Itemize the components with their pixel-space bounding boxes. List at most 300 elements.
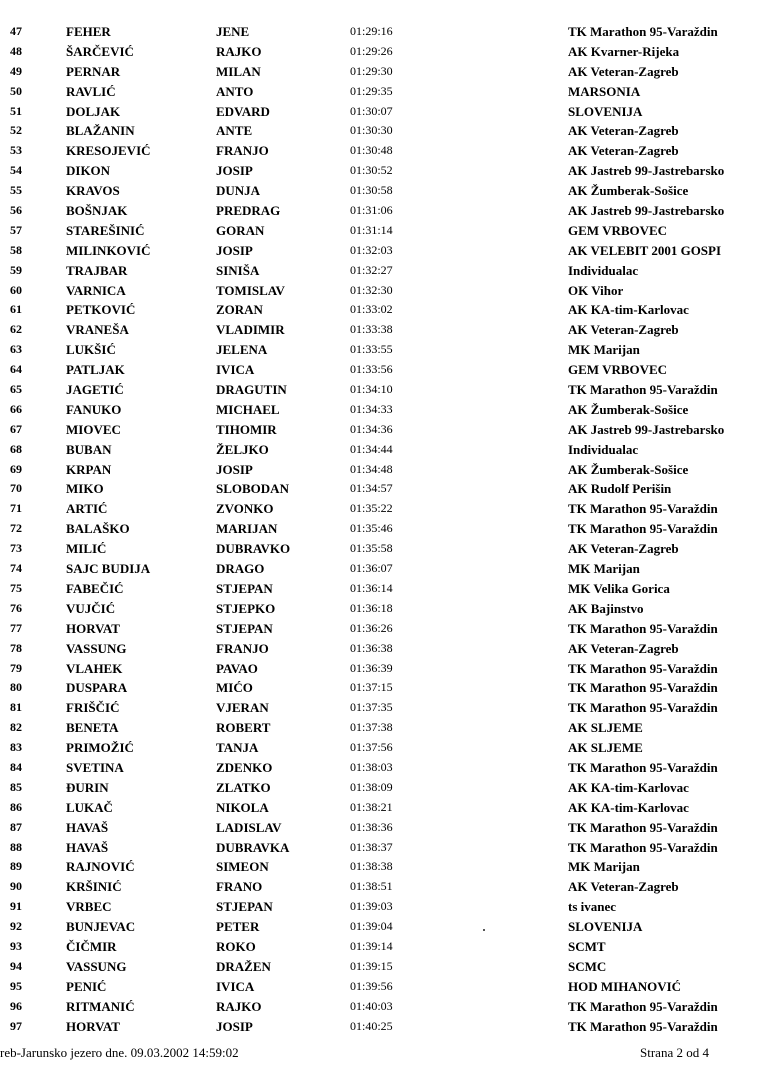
rank-cell: 87 (10, 819, 22, 834)
first-name-cell: MICHAEL (216, 401, 280, 417)
time-cell: 01:32:30 (350, 282, 393, 297)
time-cell: 01:38:03 (350, 759, 393, 774)
table-row (0, 977, 764, 997)
rank-cell: 72 (10, 521, 22, 536)
first-name-cell: DUBRAVKA (216, 839, 290, 855)
table-row (0, 539, 764, 559)
rank-cell: 73 (10, 541, 22, 556)
last-name-cell: MILINKOVIĆ (66, 242, 151, 258)
first-name-cell: STJEPAN (216, 620, 273, 636)
table-row (0, 102, 764, 122)
first-name-cell: RAJKO (216, 998, 262, 1014)
table-row (0, 857, 764, 877)
club-cell: MK Marijan (568, 859, 640, 875)
club-cell: AK Žumberak-Sošice (568, 183, 689, 199)
club-cell: TK Marathon 95-Varaždin (568, 998, 718, 1014)
time-cell: 01:37:38 (350, 720, 393, 735)
club-cell: AK Jastreb 99-Jastrebarsko (568, 163, 725, 179)
last-name-cell: STAREŠINIĆ (66, 222, 145, 238)
rank-cell: 66 (10, 401, 22, 416)
time-cell: 01:36:38 (350, 640, 393, 655)
time-cell: 01:35:22 (350, 501, 393, 516)
time-cell: 01:39:14 (350, 938, 393, 953)
time-cell: 01:38:51 (350, 879, 393, 894)
rank-cell: 55 (10, 183, 22, 198)
table-row (0, 261, 764, 281)
first-name-cell: VLADIMIR (216, 322, 285, 338)
time-cell: 01:40:25 (350, 1018, 393, 1033)
last-name-cell: BENETA (66, 720, 119, 736)
table-row (0, 758, 764, 778)
last-name-cell: PETKOVIĆ (66, 302, 136, 318)
rank-cell: 82 (10, 720, 22, 735)
club-cell: TK Marathon 95-Varaždin (568, 620, 718, 636)
rank-cell: 86 (10, 799, 22, 814)
club-cell: AK Žumberak-Sošice (568, 461, 689, 477)
club-cell: AK Veteran-Zagreb (568, 63, 679, 79)
club-cell: TK Marathon 95-Varaždin (568, 1018, 718, 1034)
table-row (0, 420, 764, 440)
club-cell: AK SLJEME (568, 720, 643, 736)
first-name-cell: DRAŽEN (216, 958, 271, 974)
rank-cell: 76 (10, 600, 22, 615)
last-name-cell: VRBEC (66, 899, 112, 915)
first-name-cell: ROBERT (216, 720, 271, 736)
footer-location-date: reb-Jarunsko jezero dne. 09.03.2002 14:59:02 (0, 1045, 239, 1060)
rank-cell: 56 (10, 203, 22, 218)
table-row (0, 818, 764, 838)
last-name-cell: RAVLIĆ (66, 83, 116, 99)
time-cell: 01:29:16 (350, 24, 393, 38)
table-row (0, 619, 764, 639)
table-row (0, 340, 764, 360)
last-name-cell: DOLJAK (66, 103, 121, 119)
club-cell: TK Marathon 95-Varaždin (568, 382, 718, 398)
time-cell: 01:31:06 (350, 203, 393, 218)
table-row (0, 42, 764, 62)
last-name-cell: FEHER (66, 24, 111, 39)
table-row (0, 360, 764, 380)
club-cell: AK KA-tim-Karlovac (568, 779, 689, 795)
rank-cell: 89 (10, 859, 22, 874)
rank-cell: 78 (10, 640, 22, 655)
last-name-cell: PERNAR (66, 63, 121, 79)
club-cell: TK Marathon 95-Varaždin (568, 521, 718, 537)
table-row (0, 599, 764, 619)
last-name-cell: JAGETIĆ (66, 382, 124, 398)
time-cell: 01:38:09 (350, 779, 393, 794)
results-table (0, 22, 764, 1036)
last-name-cell: ŠARČEVIĆ (66, 43, 134, 59)
rank-cell: 65 (10, 382, 22, 397)
last-name-cell: ARTIĆ (66, 501, 108, 517)
table-row (0, 479, 764, 499)
club-cell: ts ivanec (568, 899, 617, 915)
last-name-cell: HORVAT (66, 1018, 120, 1034)
last-name-cell: ČIČMIR (66, 938, 117, 954)
table-row (0, 62, 764, 82)
table-row (0, 738, 764, 758)
club-cell: AK Žumberak-Sošice (568, 401, 689, 417)
rank-cell: 84 (10, 759, 22, 774)
first-name-cell: PREDRAG (216, 203, 281, 219)
last-name-cell: ĐURIN (66, 779, 109, 795)
time-cell: 01:32:27 (350, 262, 393, 277)
table-row (0, 380, 764, 400)
last-name-cell: FANUKO (66, 401, 122, 417)
table-row (0, 838, 764, 858)
time-cell: 01:33:02 (350, 302, 393, 317)
first-name-cell: TIHOMIR (216, 421, 277, 437)
rank-cell: 74 (10, 561, 22, 576)
table-row (0, 778, 764, 798)
first-name-cell: JOSIP (216, 461, 253, 477)
table-row (0, 82, 764, 102)
time-cell: 01:39:56 (350, 978, 393, 993)
time-cell: 01:36:18 (350, 600, 393, 615)
club-cell: Individualac (568, 441, 639, 457)
club-cell: Individualac (568, 262, 639, 278)
time-cell: 01:34:44 (350, 441, 393, 456)
rank-cell: 47 (10, 24, 22, 38)
last-name-cell: KRPAN (66, 461, 112, 477)
table-row (0, 1017, 764, 1037)
rank-cell: 49 (10, 63, 22, 78)
last-name-cell: TRAJBAR (66, 262, 128, 278)
first-name-cell: MARIJAN (216, 521, 278, 537)
table-row (0, 798, 764, 818)
rank-cell: 92 (10, 919, 22, 934)
first-name-cell: FRANJO (216, 143, 269, 159)
last-name-cell: PATLJAK (66, 362, 125, 378)
last-name-cell: SAJC BUDIJA (66, 561, 151, 577)
rank-cell: 50 (10, 83, 22, 98)
last-name-cell: VUJČIĆ (66, 600, 116, 616)
rank-cell: 61 (10, 302, 22, 317)
last-name-cell: FRIŠČIĆ (66, 700, 120, 716)
rank-cell: 58 (10, 242, 22, 257)
first-name-cell: VJERAN (216, 700, 269, 716)
last-name-cell: PENIĆ (66, 978, 107, 994)
time-cell: 01:33:56 (350, 362, 393, 377)
time-cell: 01:30:58 (350, 183, 393, 198)
first-name-cell: PAVAO (216, 660, 258, 676)
time-cell: 01:30:30 (350, 123, 393, 138)
rank-cell: 62 (10, 322, 22, 337)
time-cell: 01:29:26 (350, 43, 393, 58)
first-name-cell: JOSIP (216, 242, 253, 258)
first-name-cell: TANJA (216, 740, 259, 756)
club-cell: TK Marathon 95-Varaždin (568, 501, 718, 517)
first-name-cell: SIMEON (216, 859, 269, 875)
last-name-cell: VARNICA (66, 282, 126, 298)
time-cell: 01:30:48 (350, 143, 393, 158)
first-name-cell: DUNJA (216, 183, 261, 199)
last-name-cell: MIKO (66, 481, 104, 497)
last-name-cell: LUKAČ (66, 799, 113, 815)
club-cell: AK KA-tim-Karlovac (568, 302, 689, 318)
last-name-cell: SVETINA (66, 759, 124, 775)
club-cell: MK Marijan (568, 342, 640, 358)
time-cell: 01:38:36 (350, 819, 393, 834)
time-cell: 01:40:03 (350, 998, 393, 1013)
club-cell: AK Veteran-Zagreb (568, 541, 679, 557)
time-cell: 01:34:57 (350, 481, 393, 496)
table-row (0, 678, 764, 698)
last-name-cell: RITMANIĆ (66, 998, 135, 1014)
first-name-cell: DRAGO (216, 561, 265, 577)
time-cell: 01:37:35 (350, 700, 393, 715)
club-cell: AK SLJEME (568, 740, 643, 756)
club-cell: TK Marathon 95-Varaždin (568, 680, 718, 696)
last-name-cell: HAVAŠ (66, 839, 109, 855)
last-name-cell: KRAVOS (66, 183, 120, 199)
rank-cell: 96 (10, 998, 22, 1013)
first-name-cell: ANTO (216, 83, 254, 99)
club-cell: MK Marijan (568, 561, 640, 577)
last-name-cell: BALAŠKO (66, 521, 130, 537)
table-row (0, 917, 764, 937)
rank-cell: 52 (10, 123, 22, 138)
first-name-cell: ZDENKO (216, 759, 273, 775)
last-name-cell: HAVAŠ (66, 819, 109, 835)
first-name-cell: ZLATKO (216, 779, 271, 795)
rank-cell: 60 (10, 282, 22, 297)
first-name-cell: ZORAN (216, 302, 263, 318)
last-name-cell: KRŠINIĆ (66, 879, 122, 895)
time-cell: 01:39:04 (350, 919, 393, 934)
time-cell: 01:36:39 (350, 660, 393, 675)
club-cell: SLOVENIJA (568, 919, 643, 935)
table-row (0, 141, 764, 161)
club-cell: MARSONIA (568, 83, 641, 99)
table-row (0, 957, 764, 977)
rank-cell: 48 (10, 43, 22, 58)
last-name-cell: LUKŠIĆ (66, 342, 116, 358)
table-row (0, 698, 764, 718)
table-row (0, 161, 764, 181)
first-name-cell: SLOBODAN (216, 481, 289, 497)
club-cell: TK Marathon 95-Varaždin (568, 660, 718, 676)
time-cell: 01:39:03 (350, 899, 393, 914)
time-cell: 01:34:48 (350, 461, 393, 476)
club-cell: AK Veteran-Zagreb (568, 640, 679, 656)
footer-page-number: Strana 2 od 4 (640, 1045, 709, 1060)
first-name-cell: DUBRAVKO (216, 541, 291, 557)
rank-cell: 75 (10, 580, 22, 595)
club-cell: OK Vihor (568, 282, 624, 298)
club-cell: TK Marathon 95-Varaždin (568, 839, 718, 855)
club-cell: SCMT (568, 938, 606, 954)
table-row (0, 519, 764, 539)
time-cell: 01:31:14 (350, 222, 393, 237)
last-name-cell: FABEČIĆ (66, 580, 124, 596)
first-name-cell: IVICA (216, 978, 255, 994)
first-name-cell: STJEPAN (216, 580, 273, 596)
club-cell: AK VELEBIT 2001 GOSPI (568, 242, 722, 258)
time-cell: 01:36:14 (350, 580, 393, 595)
last-name-cell: VLAHEK (66, 660, 123, 676)
club-cell: GEM VRBOVEC (568, 222, 668, 238)
rank-cell: 70 (10, 481, 22, 496)
table-row (0, 22, 764, 42)
rank-cell: 63 (10, 342, 22, 357)
club-cell: TK Marathon 95-Varaždin (568, 700, 718, 716)
club-cell: AK KA-tim-Karlovac (568, 799, 689, 815)
last-name-cell: BOŠNJAK (66, 203, 128, 219)
scan-speck (483, 929, 485, 931)
table-row (0, 221, 764, 241)
first-name-cell: ANTE (216, 123, 253, 139)
time-cell: 01:36:26 (350, 620, 393, 635)
first-name-cell: STJEPKO (216, 600, 276, 616)
first-name-cell: ZVONKO (216, 501, 274, 517)
last-name-cell: DUSPARA (66, 680, 128, 696)
rank-cell: 93 (10, 938, 22, 953)
table-row (0, 559, 764, 579)
time-cell: 01:38:21 (350, 799, 393, 814)
last-name-cell: MIOVEC (66, 421, 121, 437)
rank-cell: 91 (10, 899, 22, 914)
table-row (0, 499, 764, 519)
last-name-cell: MILIĆ (66, 541, 107, 557)
club-cell: MK Velika Gorica (568, 580, 670, 596)
rank-cell: 94 (10, 958, 22, 973)
table-row (0, 181, 764, 201)
time-cell: 01:34:36 (350, 421, 393, 436)
table-row (0, 460, 764, 480)
rank-cell: 51 (10, 103, 22, 118)
first-name-cell: LADISLAV (216, 819, 282, 835)
last-name-cell: VASSUNG (66, 958, 127, 974)
table-row (0, 201, 764, 221)
rank-cell: 95 (10, 978, 22, 993)
table-row (0, 937, 764, 957)
last-name-cell: KRESOJEVIĆ (66, 143, 151, 159)
first-name-cell: MIĆO (216, 680, 253, 696)
club-cell: TK Marathon 95-Varaždin (568, 24, 718, 39)
first-name-cell: SINIŠA (216, 262, 260, 278)
table-row (0, 897, 764, 917)
last-name-cell: DIKON (66, 163, 111, 179)
first-name-cell: JOSIP (216, 163, 253, 179)
table-row (0, 997, 764, 1017)
rank-cell: 90 (10, 879, 22, 894)
rank-cell: 77 (10, 620, 22, 635)
time-cell: 01:29:35 (350, 83, 393, 98)
time-cell: 01:39:15 (350, 958, 393, 973)
time-cell: 01:33:55 (350, 342, 393, 357)
time-cell: 01:29:30 (350, 63, 393, 78)
time-cell: 01:30:52 (350, 163, 393, 178)
time-cell: 01:33:38 (350, 322, 393, 337)
rank-cell: 85 (10, 779, 22, 794)
time-cell: 01:32:03 (350, 242, 393, 257)
club-cell: SLOVENIJA (568, 103, 643, 119)
time-cell: 01:37:56 (350, 740, 393, 755)
rank-cell: 97 (10, 1018, 22, 1033)
last-name-cell: BUBAN (66, 441, 112, 457)
club-cell: SCMC (568, 958, 607, 974)
first-name-cell: GORAN (216, 222, 265, 238)
rank-cell: 54 (10, 163, 22, 178)
time-cell: 01:38:37 (350, 839, 393, 854)
club-cell: TK Marathon 95-Varaždin (568, 759, 718, 775)
last-name-cell: VASSUNG (66, 640, 127, 656)
last-name-cell: VRANEŠA (66, 322, 129, 338)
table-row (0, 718, 764, 738)
rank-cell: 80 (10, 680, 22, 695)
club-cell: AK Veteran-Zagreb (568, 143, 679, 159)
time-cell: 01:38:38 (350, 859, 393, 874)
rank-cell: 69 (10, 461, 22, 476)
first-name-cell: JELENA (216, 342, 268, 358)
last-name-cell: RAJNOVIĆ (66, 859, 135, 875)
time-cell: 01:34:10 (350, 382, 393, 397)
rank-cell: 57 (10, 222, 22, 237)
club-cell: TK Marathon 95-Varaždin (568, 819, 718, 835)
last-name-cell: PRIMOŽIĆ (66, 740, 134, 756)
rank-cell: 79 (10, 660, 22, 675)
table-row (0, 320, 764, 340)
club-cell: AK Veteran-Zagreb (568, 879, 679, 895)
table-row (0, 400, 764, 420)
first-name-cell: MILAN (216, 63, 261, 79)
first-name-cell: IVICA (216, 362, 255, 378)
time-cell: 01:37:15 (350, 680, 393, 695)
club-cell: AK Veteran-Zagreb (568, 123, 679, 139)
rank-cell: 67 (10, 421, 22, 436)
club-cell: GEM VRBOVEC (568, 362, 668, 378)
time-cell: 01:35:46 (350, 521, 393, 536)
first-name-cell: DRAGUTIN (216, 382, 287, 398)
rank-cell: 81 (10, 700, 22, 715)
table-row (0, 639, 764, 659)
table-row (0, 300, 764, 320)
time-cell: 01:35:58 (350, 541, 393, 556)
table-row (0, 659, 764, 679)
club-cell: HOD MIHANOVIĆ (568, 978, 682, 994)
club-cell: AK Kvarner-Rijeka (568, 43, 680, 59)
club-cell: AK Jastreb 99-Jastrebarsko (568, 421, 725, 437)
club-cell: AK Veteran-Zagreb (568, 322, 679, 338)
first-name-cell: FRANO (216, 879, 263, 895)
last-name-cell: BLAŽANIN (66, 123, 135, 139)
time-cell: 01:36:07 (350, 561, 393, 576)
rank-cell: 59 (10, 262, 22, 277)
table-row (0, 281, 764, 301)
time-cell: 01:34:33 (350, 401, 393, 416)
first-name-cell: ROKO (216, 938, 256, 954)
rank-cell: 53 (10, 143, 22, 158)
first-name-cell: JENE (216, 24, 250, 39)
rank-cell: 83 (10, 740, 22, 755)
club-cell: AK Bajinstvo (568, 600, 644, 616)
last-name-cell: BUNJEVAC (66, 919, 136, 935)
first-name-cell: ŽELJKO (216, 441, 269, 457)
first-name-cell: JOSIP (216, 1018, 253, 1034)
rank-cell: 71 (10, 501, 22, 516)
first-name-cell: RAJKO (216, 43, 262, 59)
table-row (0, 877, 764, 897)
first-name-cell: STJEPAN (216, 899, 273, 915)
first-name-cell: PETER (216, 919, 260, 935)
table-row (0, 241, 764, 261)
table-row (0, 440, 764, 460)
table-row (0, 579, 764, 599)
rank-cell: 88 (10, 839, 22, 854)
first-name-cell: NIKOLA (216, 799, 269, 815)
